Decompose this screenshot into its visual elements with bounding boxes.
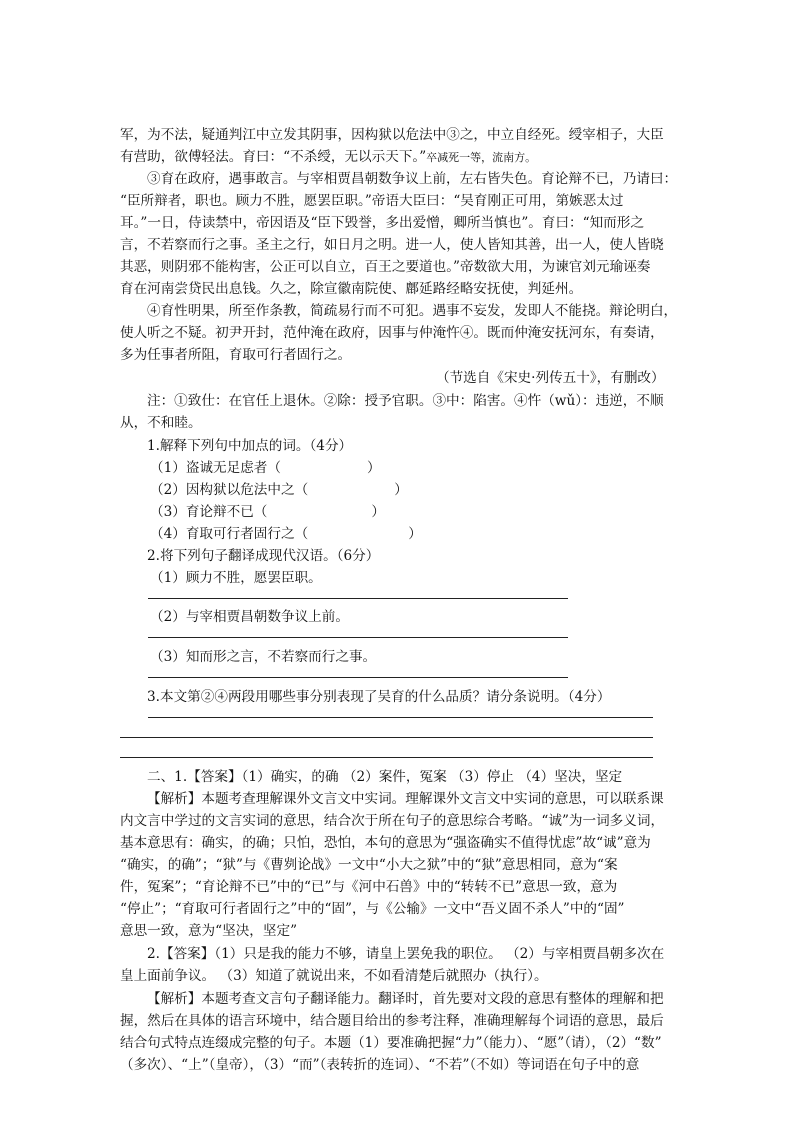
passage-line-tail: 卒减死一等，流南方。: [426, 151, 537, 164]
answer-blank-line[interactable]: [120, 757, 653, 758]
question-1-title: 1.解释下列句中加点的词。（4分）: [147, 438, 353, 454]
passage-line: 耳。”一日，侍读禁中，帝因语及“臣下毁誉，多出爱憎，卿所当慎也”。育曰：“知而形之: [120, 215, 644, 231]
passage-line: 有营助，欲傅轻法。育曰：“不杀绶，无以示天下。”卒减死一等，流南方。: [120, 149, 537, 165]
question-1-item: （3）育论辩不已（ ）: [150, 504, 385, 520]
question-2-item: （3）知而形之言，不若察而行之事。: [150, 649, 377, 665]
question-2-item: （1）顾力不胜，愿罢臣职。: [150, 570, 322, 586]
answer-line: “停止”；“育取可行者固行之”中的“固”，与《公输》一文中“吾义固不杀人”中的“固”: [120, 901, 625, 917]
passage-line: “臣所辩者，职也。顾力不胜，愿罢臣职。”帝语大臣曰：“吴育刚正可用，第嫉恶太过: [120, 193, 624, 209]
question-1-item: （1）盗诚无足虑者（ ）: [150, 460, 381, 476]
answer-blank-line[interactable]: [148, 598, 568, 599]
note-line: 注：①致仕：在官任上退休。②除：授予官职。③中：陷害。④忤（wǔ）：违逆，不顺: [147, 393, 664, 409]
answer-line: “确实，的确”；“狱”与《曹刿论战》一文中“小大之狱”中的“狱”意思相同，意为“案: [120, 857, 618, 873]
answer-line: 结合句式特点连缀成完整的句子。本题（1）要准确把握“力”（能力）、“愿”（请），（2）“数”: [120, 1035, 662, 1051]
passage-line: ③育在政府，遇事敢言。与宰相贾昌朝数争议上前，左右皆失色。育论辩不已，乃请曰：: [147, 171, 678, 187]
passage-line: 军，为不法，疑通判江中立发其阴事，因构狱以危法中③之，中立自经死。绶宰相子，大臣: [120, 127, 664, 143]
answer-blank-line[interactable]: [148, 717, 653, 718]
question-1-item: （2）因构狱以危法中之（ ）: [150, 482, 408, 498]
passage-line: 育在河南尝贷民出息钱。久之，除宣徽南院使、鄜延路经略安抚使，判延州。: [120, 281, 583, 297]
answer-line: 【解析】本题考查理解课外文言文中实词。理解课外文言文中实词的意思，可以联系课: [147, 791, 664, 807]
answer-line: 皇上面前争议。 （3）知道了就说出来，不如看清楚后就照办（执行）。: [120, 968, 548, 984]
passage-source: （节选自《宋史·列传五十》，有删改）: [436, 370, 665, 386]
passage-line: 使人听之不疑。初尹开封，范仲淹在政府，因事与仲淹忤④。既而仲淹安抚河东，有奏请，: [120, 325, 664, 341]
passage-line: 其恶，则阴邪不能构害，公正可以自立，百王之要道也。”帝数欲大用，为谏官刘元瑜诬奏: [120, 259, 651, 275]
answer-line: 2.【答案】（1）只是我的能力不够，请皇上罢免我的职位。 （2）与宰相贾昌朝多次在: [147, 946, 665, 962]
answer-line: 二、1.【答案】（1）确实，的确 （2）案件，冤案 （3）停止 （4）坚决，坚定: [147, 769, 623, 785]
answer-blank-line[interactable]: [148, 637, 568, 638]
passage-line: 言，不若察而行之事。圣主之行，如日月之明。进一人，使人皆知其善，出一人，使人皆晓: [120, 237, 664, 253]
answer-line: 内文言中学过的文言实词的意思，结合次于所在句子的意思综合考略。“诚”为一词多义词，: [120, 813, 665, 829]
answer-blank-line[interactable]: [120, 737, 653, 738]
passage-line: 多为任事者所阻，育取可行者固行之。: [120, 347, 352, 363]
question-3-title: 3.本文第②④两段用哪些事分别表现了吴育的什么品质？请分条说明。（4分）: [147, 689, 611, 705]
answer-line: 意思一致，意为“坚决，坚定”: [120, 923, 298, 939]
answer-line: 件，冤案”；“育论辩不已”中的“已”与《河中石兽》中的“转转不已”意思一致，意为: [120, 879, 618, 895]
question-1-item: （4）育取可行者固行之（ ）: [150, 526, 422, 542]
note-line: 从，不和睦。: [120, 415, 202, 431]
answer-line: （多次）、“上”（皇帝），（3）“而”（表转折的连词）、“不若”（不如）等词语在句子中的意: [120, 1057, 640, 1073]
answer-line: 基本意思有：确实，的确；只怕，恐怕，本句的意思为“强盗确实不值得忧虑”故“诚”意为: [120, 835, 651, 851]
answer-blank-line[interactable]: [148, 677, 568, 678]
question-2-title: 2.将下列句子翻译成现代汉语。（6分）: [147, 548, 380, 564]
answer-line: 【解析】本题考查文言句子翻译能力。翻译时，首先要对文段的意思有整体的理解和把: [147, 991, 664, 1007]
passage-line: ④育性明果，所至作条教，简疏易行而不可犯。遇事不妄发，发即人不能挠。辩论明白，: [147, 303, 678, 319]
answer-line: 握，然后在具体的语言环境中，结合题目给出的参考注释，准确理解每个词语的意思，最后: [120, 1013, 664, 1029]
question-2-item: （2）与宰相贾昌朝数争议上前。: [150, 609, 349, 625]
